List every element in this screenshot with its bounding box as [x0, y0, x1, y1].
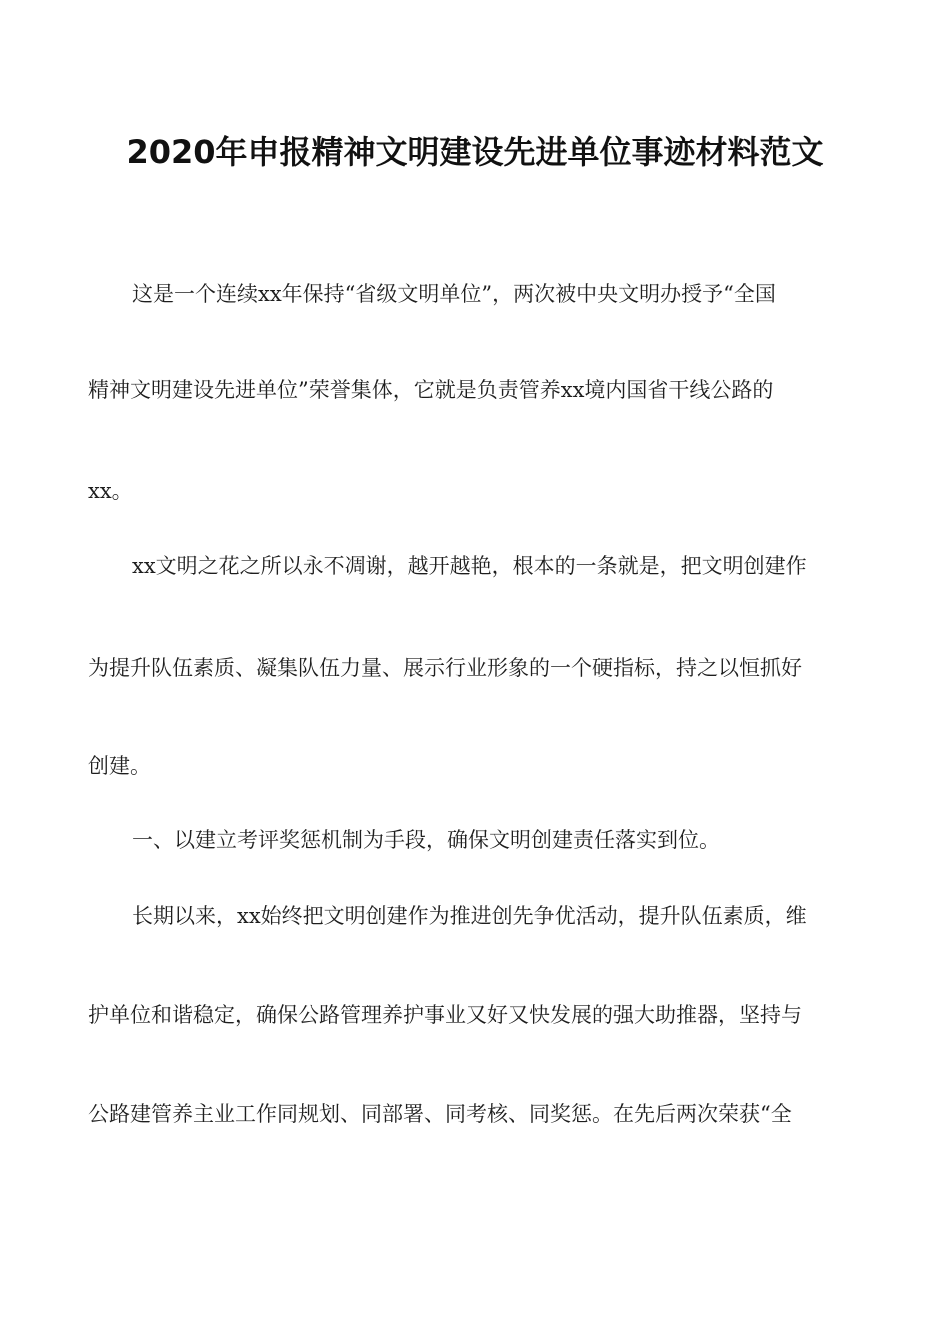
document-title: 2020年申报精神文明建设先进单位事迹材料范文: [126, 133, 824, 171]
paragraph-2-line-3: 创建。: [88, 754, 151, 778]
paragraph-3-line-1: 长期以来，xx始终把文明创建作为推进创先争优活动，提升队伍素质，维: [132, 904, 807, 928]
paragraph-2-line-1: xx文明之花之所以永不凋谢，越开越艳，根本的一条就是，把文明创建作: [132, 554, 807, 578]
paragraph-1-line-1: 这是一个连续xx年保持“省级文明单位”，两次被中央文明办授予“全国: [132, 282, 776, 306]
paragraph-1-line-2: 精神文明建设先进单位”荣誉集体，它就是负责管养xx境内国省干线公路的: [88, 378, 774, 402]
paragraph-3-line-2: 护单位和谐稳定，确保公路管理养护事业又好又快发展的强大助推器，坚持与: [88, 1003, 802, 1027]
paragraph-2-line-2: 为提升队伍素质、凝集队伍力量、展示行业形象的一个硬指标，持之以恒抓好: [88, 656, 802, 680]
paragraph-3-line-3: 公路建管养主业工作同规划、同部署、同考核、同奖惩。在先后两次荣获“全: [88, 1102, 792, 1126]
section-heading-1: 一、以建立考评奖惩机制为手段，确保文明创建责任落实到位。: [132, 828, 720, 852]
paragraph-1-line-3: xx。: [88, 479, 133, 503]
